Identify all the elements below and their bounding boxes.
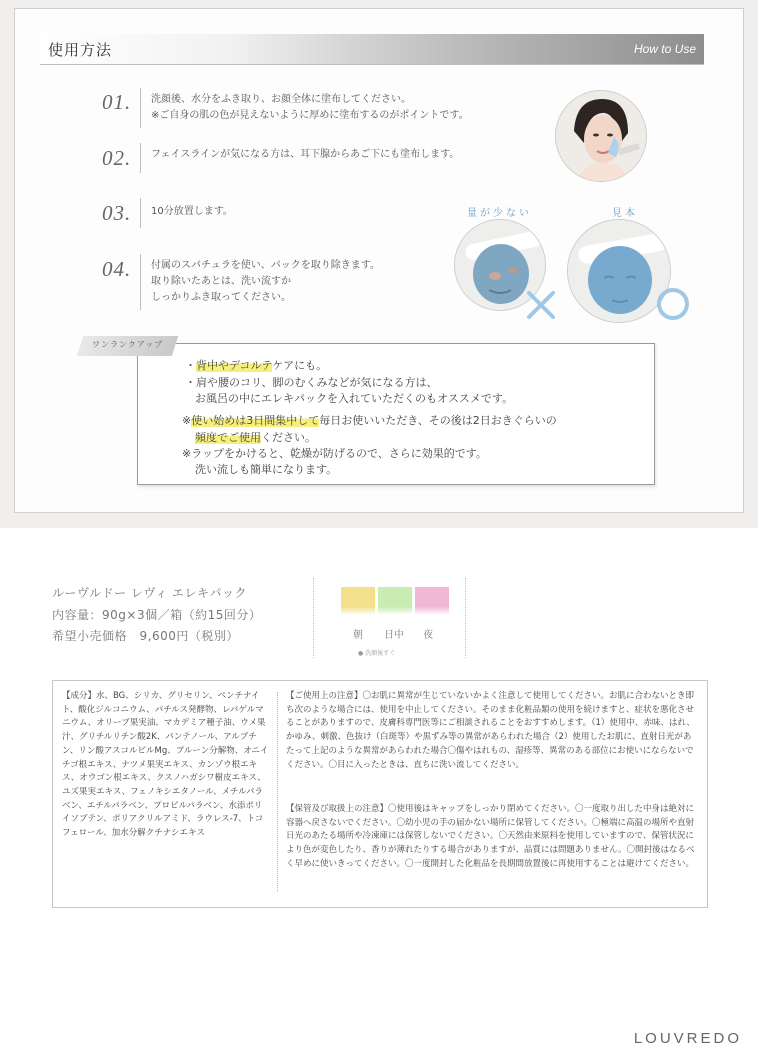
product-volume: 内容量：90g×3個／箱（約15回分） xyxy=(52,608,262,622)
section-header-bar xyxy=(40,34,704,64)
step-3-text: 10分放置します。 xyxy=(151,206,233,217)
product-name: ルーヴルドー レヴィ エレキパック xyxy=(52,586,248,600)
timing-note: ● 洗顔後すぐ xyxy=(358,650,396,657)
step-3-rule xyxy=(140,198,141,228)
cross-mark-icon xyxy=(525,289,557,321)
timing-swatch-morning xyxy=(341,587,375,615)
brand-logo: LOUVREDO xyxy=(633,1030,742,1047)
tip-line-6: ※ラップをかけると、乾燥が防げるので、さらに効果的です。 xyxy=(182,447,487,460)
step-2-number: 02. xyxy=(102,146,132,170)
timing-label-night: 夜 xyxy=(423,630,433,641)
step-1-text: 洗顔後、水分をふき取り、お顔全体に塗布してください。 ※ご自身の肌の色が見えないように厚めに塗布するのがポイントです。 xyxy=(151,94,469,121)
section-subtitle: How to Use xyxy=(633,42,696,56)
usage-caution-text: 【ご使用上の注意】〇お肌に異常が生じていないかよく注意して使用してください。お肌に合わないとき即ち次のような場合には、使用を中止してください。そのまま化粧品類の使用を続けますと、症状を悪化させることがありますので、皮膚科専門医等にご相談されることをおすすめします。（1）使用中、赤味、はれ、かゆみ、刺激、色抜け（白斑等）や黒ずみ等の異常があらわれた場合（2）使用したお肌に、直射日光があたって上記のような異常があらわれた場合〇傷やはれもの、湿疹等、異常のある部位にお使いにならないでください。〇目に入ったときは、直ちに洗い流してください。 xyxy=(286,691,695,770)
tip-line-5: 頻度でご使用ください。 xyxy=(195,431,316,444)
step-4-rule xyxy=(140,254,141,310)
tip-line-7: 洗い流しも簡単になります。 xyxy=(195,463,338,476)
timing-swatch-night xyxy=(415,587,449,615)
timing-left-divider xyxy=(313,578,314,658)
step-2-text: フェイスラインが気になる方は、耳下腺からあご下にも塗布します。 xyxy=(151,149,460,160)
step-3-number: 03. xyxy=(102,201,132,225)
product-price: 希望小売価格 9,600円（税別） xyxy=(52,629,239,643)
tip-line-3: お風呂の中にエレキパックを入れていただくのもオススメです。 xyxy=(195,392,514,405)
timing-label-morning: 朝 xyxy=(353,630,363,641)
step-1-rule xyxy=(140,88,141,128)
section-title: 使用方法 xyxy=(48,41,113,59)
storage-caution-text: 【保管及び取扱上の注意】〇使用後はキャップをしっかり閉めてください。〇一度取り出した中身は絶対に容器へ戻さないでください。〇幼小児の手の届かない場所に保管してください。〇極端に高温の場所や直射日光のあたる場所や冷凍庫には保管しないでください。〇天然由来原料を使用していますので、保管状況により色が変色したり、香りが薄れたりする場合がありますが、品質には問題ありません。〇開封後はなるべく早めに使いきってください。〇一度開封した化粧品を長期間放置後に再使用することは避けてください。 xyxy=(286,804,695,869)
application-photo xyxy=(555,90,647,182)
tip-line-1: ・背中やデコルテケアにも。 xyxy=(185,359,328,372)
ingredients-text: 【成分】水、BG、シリカ、グリセリン、ペンチナイト、酸化ジルコニウム、パチルス発酵物、レパゲルマニウム、オリーブ果実油、マカデミア種子油、ウメ果汁、グリチルリチン酸2K、パンテノール、アルブチン、リン酸アスコルビルMg、プルーン分解物、オニイチゴ根エキス、ナツメ果実エキス、カンゾウ根エキス、オウゴン根エキス、クスノハガシワ樹皮エキス、ユズ果実エキス、フェノキシエタノール、メチルパラベン、エチルパラベン、プロピルパラベン、水添ポリイソブテン、ポリアクリルアミド、ラウレス-7、トコフェロール、加水分解クチナシエキス xyxy=(62,691,269,839)
timing-label-daytime: 日中 xyxy=(384,630,404,641)
tip-line-4: ※使い始めは3日間集中して毎日お使いいただき、その後は2日おきぐらいの xyxy=(182,414,557,427)
timing-right-divider xyxy=(465,578,466,658)
good-example-label: 見本 xyxy=(612,208,638,219)
ingredients-divider xyxy=(277,692,278,892)
tip-line-2: ・肩や腰のコリ、脚のむくみなどが気になる方は、 xyxy=(185,376,438,389)
circle-mark-icon xyxy=(655,286,691,322)
step-4-number: 04. xyxy=(102,257,132,281)
timing-swatch-daytime xyxy=(378,587,412,615)
step-2-rule xyxy=(140,143,141,173)
step-4-text: 付属のスパチュラを使い、パックを取り除きます。 取り除いたあとは、洗い流すか しっかりふき取ってください。 xyxy=(151,260,380,303)
one-rank-up-tab-label: ワンランクアップ xyxy=(92,340,164,349)
step-1-number: 01. xyxy=(102,90,132,114)
header-divider xyxy=(40,64,704,65)
bad-example-label: 量が少ない xyxy=(467,208,532,219)
